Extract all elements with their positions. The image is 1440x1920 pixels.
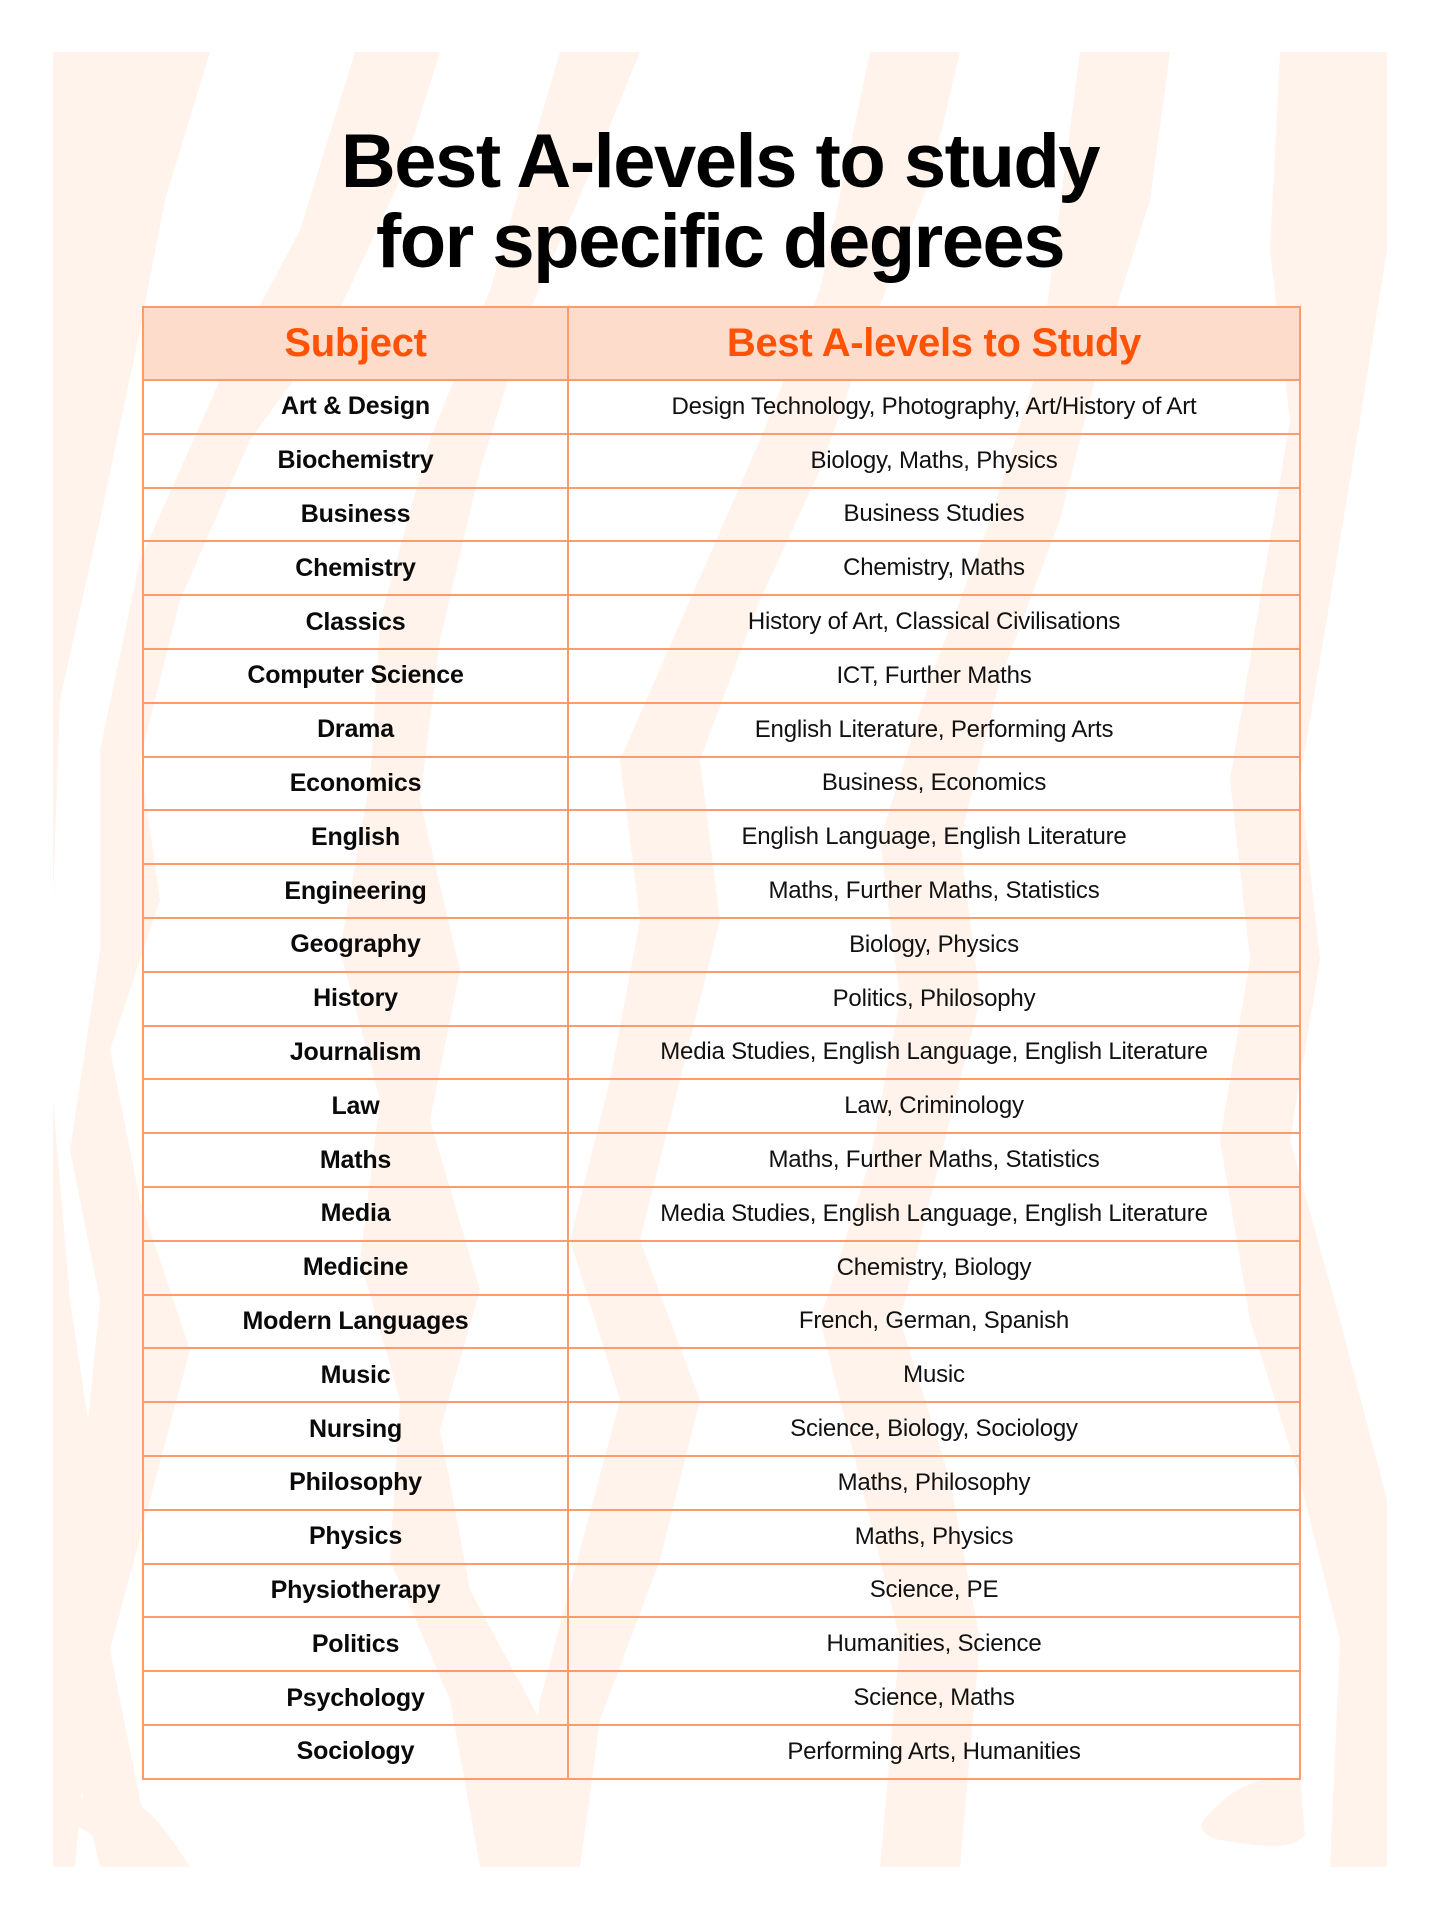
table-row	[143, 649, 1300, 703]
table-row	[143, 1026, 1300, 1080]
alevels-cell: Performing Arts, Humanities	[568, 1725, 1300, 1779]
table-row	[143, 703, 1300, 757]
alevels-cell: ICT, Further Maths	[568, 649, 1300, 703]
alevels-cell: Maths, Philosophy	[568, 1456, 1300, 1510]
table-row	[143, 757, 1300, 811]
alevels-cell: Maths, Physics	[568, 1510, 1300, 1564]
subject-cell: Physiotherapy	[143, 1564, 568, 1618]
alevels-cell: Chemistry, Biology	[568, 1241, 1300, 1295]
subject-cell: Medicine	[143, 1241, 568, 1295]
alevels-cell: Business Studies	[568, 488, 1300, 542]
alevels-cell: Science, Biology, Sociology	[568, 1402, 1300, 1456]
subject-cell: Computer Science	[143, 649, 568, 703]
alevels-cell: Maths, Further Maths, Statistics	[568, 864, 1300, 918]
subject-cell: Philosophy	[143, 1456, 568, 1510]
title-line-1: Best A-levels to study	[340, 119, 1100, 204]
alevels-cell: Media Studies, English Language, English Literature	[568, 1026, 1300, 1080]
table-row	[143, 918, 1300, 972]
alevels-table	[142, 306, 1301, 1780]
table-row	[143, 434, 1300, 488]
alevels-cell: Science, PE	[568, 1564, 1300, 1618]
subject-cell: Art & Design	[143, 380, 568, 434]
table-row	[143, 1671, 1300, 1725]
alevels-cell: History of Art, Classical Civilisations	[568, 595, 1300, 649]
subject-cell: English	[143, 810, 568, 864]
table-row	[143, 1510, 1300, 1564]
subject-cell: Physics	[143, 1510, 568, 1564]
table-row	[143, 1564, 1300, 1618]
subject-cell: Chemistry	[143, 541, 568, 595]
table-header-row	[143, 307, 1300, 380]
subject-cell: Maths	[143, 1133, 568, 1187]
table-body	[143, 380, 1300, 1779]
alevels-cell: Design Technology, Photography, Art/History of Art	[568, 380, 1300, 434]
table-row	[143, 541, 1300, 595]
alevels-cell: Maths, Further Maths, Statistics	[568, 1133, 1300, 1187]
subject-cell: Sociology	[143, 1725, 568, 1779]
title-line-2: for specific degrees	[375, 199, 1065, 284]
alevels-cell: Media Studies, English Language, English Literature	[568, 1187, 1300, 1241]
subject-cell: Law	[143, 1079, 568, 1133]
table-row	[143, 1241, 1300, 1295]
subject-cell: Business	[143, 488, 568, 542]
table-row	[143, 1725, 1300, 1779]
alevels-cell: Science, Maths	[568, 1671, 1300, 1725]
alevels-cell: Politics, Philosophy	[568, 972, 1300, 1026]
subject-cell: Nursing	[143, 1402, 568, 1456]
subject-cell: History	[143, 972, 568, 1026]
table-row	[143, 810, 1300, 864]
table-row	[143, 1079, 1300, 1133]
table-row	[143, 1187, 1300, 1241]
table-row	[143, 488, 1300, 542]
subject-cell: Classics	[143, 595, 568, 649]
alevels-cell: Music	[568, 1348, 1300, 1402]
subject-cell: Modern Languages	[143, 1295, 568, 1349]
table-row	[143, 1402, 1300, 1456]
alevels-cell: Biology, Maths, Physics	[568, 434, 1300, 488]
table-row	[143, 1456, 1300, 1510]
subject-cell: Media	[143, 1187, 568, 1241]
table-row	[143, 1348, 1300, 1402]
alevels-cell: Humanities, Science	[568, 1617, 1300, 1671]
subject-cell: Psychology	[143, 1671, 568, 1725]
subject-cell: Music	[143, 1348, 568, 1402]
subject-cell: Geography	[143, 918, 568, 972]
subject-cell: Politics	[143, 1617, 568, 1671]
table-row	[143, 1295, 1300, 1349]
alevels-cell: English Language, English Literature	[568, 810, 1300, 864]
table-row	[143, 864, 1300, 918]
alevels-cell: Biology, Physics	[568, 918, 1300, 972]
alevels-table-container	[142, 306, 1299, 1780]
header-best-alevels: Best A-levels to Study	[568, 307, 1300, 380]
alevels-cell: Law, Criminology	[568, 1079, 1300, 1133]
subject-cell: Economics	[143, 757, 568, 811]
page-title	[0, 119, 1440, 284]
table-row	[143, 380, 1300, 434]
subject-cell: Biochemistry	[143, 434, 568, 488]
subject-cell: Drama	[143, 703, 568, 757]
table-row	[143, 972, 1300, 1026]
table-row	[143, 1617, 1300, 1671]
alevels-cell: English Literature, Performing Arts	[568, 703, 1300, 757]
table-row	[143, 595, 1300, 649]
alevels-cell: Chemistry, Maths	[568, 541, 1300, 595]
subject-cell: Engineering	[143, 864, 568, 918]
table-row	[143, 1133, 1300, 1187]
subject-cell: Journalism	[143, 1026, 568, 1080]
header-subject: Subject	[143, 307, 568, 380]
alevels-cell: Business, Economics	[568, 757, 1300, 811]
alevels-cell: French, German, Spanish	[568, 1295, 1300, 1349]
